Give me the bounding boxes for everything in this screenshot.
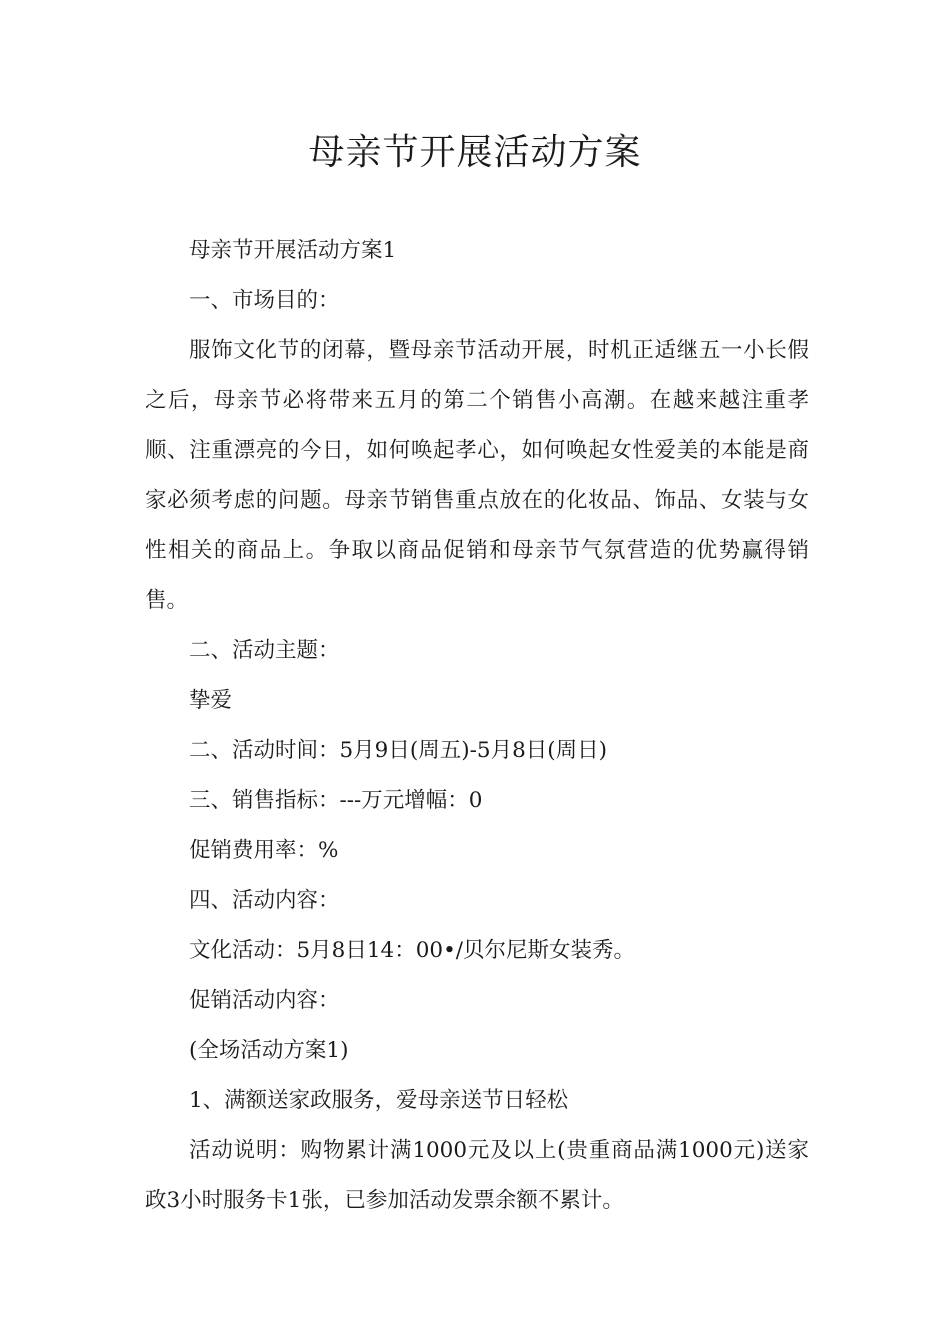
paragraph-activity-time: 二、活动时间：5月9日(周五)-5月8日(周日) bbox=[189, 738, 608, 763]
paragraph-sales-target: 三、销售指标：---万元增幅：0 bbox=[189, 788, 483, 813]
paragraph-activity-note: 活动说明：购物累计满1000元及以上(贵重商品满1000元)送家政3小时服务卡1张，已参加活动发票余额不累计。 bbox=[145, 1138, 809, 1213]
paragraph-item-one: 1、满额送家政服务，爱母亲送节日轻松 bbox=[189, 1088, 569, 1113]
paragraph-subtitle: 母亲节开展活动方案1 bbox=[189, 238, 397, 263]
paragraph-heading-content: 四、活动内容： bbox=[189, 888, 340, 913]
paragraph-promo-cost-rate: 促销费用率：% bbox=[189, 838, 339, 863]
paragraph-market-description: 服饰文化节的闭幕，暨母亲节活动开展，时机正适继五一小长假之后，母亲节必将带来五月的第二个销售小高潮。在越来越注重孝顺、注重漂亮的今日，如何唤起孝心，如何唤起女性爱美的本能是商家必须考虑的问题。母亲节销售重点放在的化妆品、饰品、女装与女性相关的商品上。争取以商品促销和母亲节气氛营造的优势赢得销售。 bbox=[145, 338, 809, 613]
paragraph-heading-market-goal: 一、市场目的： bbox=[189, 288, 340, 313]
document-title: 母亲节开展活动方案 bbox=[308, 132, 642, 173]
paragraph-culture-activity: 文化活动：5月8日14：00•/贝尔尼斯女装秀。 bbox=[189, 938, 636, 963]
paragraph-theme: 挚爱 bbox=[189, 688, 233, 713]
paragraph-heading-theme: 二、活动主题： bbox=[189, 638, 340, 663]
paragraph-plan-one: (全场活动方案1) bbox=[189, 1038, 349, 1063]
document-body bbox=[145, 226, 809, 1226]
paragraph-promo-content: 促销活动内容： bbox=[189, 988, 340, 1013]
